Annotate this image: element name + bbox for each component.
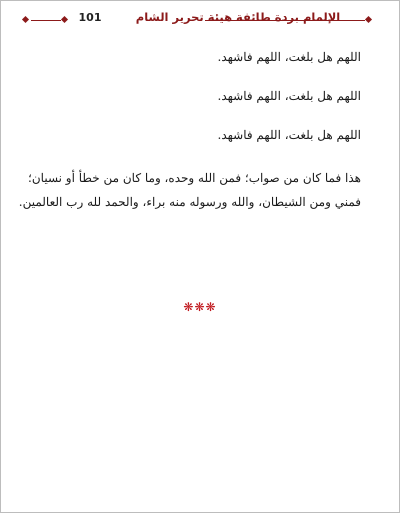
running-header	[21, 9, 379, 31]
supplication-line: اللهم هل بلغت، اللهم فاشهد.	[217, 89, 361, 103]
closing-line: هذا فما كان من صواب؛ فمن الله وحده، وما كان من خطأ أو نسيان؛	[28, 171, 361, 185]
closing-line: فمني ومن الشيطان، والله ورسوله منه براء، والحمد لله رب العالمين.	[18, 195, 361, 209]
supplication-line: اللهم هل بلغت، اللهم فاشهد.	[217, 50, 361, 64]
header-diamond-ornament	[365, 16, 372, 23]
header-rule	[31, 20, 61, 21]
header-diamond-ornament	[61, 16, 68, 23]
book-title: الإلمام بردة طائفة هيئة تحرير الشام	[135, 10, 341, 24]
page-body	[18, 49, 361, 214]
section-end-ornament: ❋❋❋	[183, 300, 217, 314]
supplication-line: اللهم هل بلغت، اللهم فاشهد.	[217, 128, 361, 142]
page-number: 101	[78, 11, 102, 24]
header-rule	[205, 20, 365, 21]
header-diamond-ornament	[22, 16, 29, 23]
closing-paragraph	[18, 166, 361, 214]
